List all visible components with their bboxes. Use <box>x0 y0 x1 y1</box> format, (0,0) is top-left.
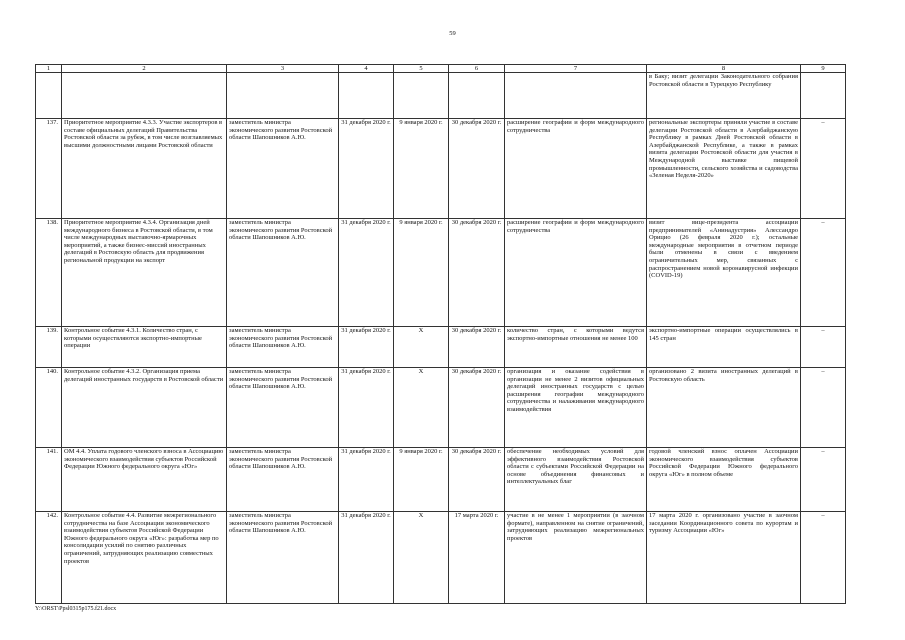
row-number: 137. <box>36 119 62 219</box>
event-name: Контрольное событие 4.3.2. Организация приема делегаций иностранных государств в Ростовской области <box>62 368 227 448</box>
end-date: 30 декабря 2020 г. <box>449 448 505 512</box>
carry-over-note <box>801 73 846 119</box>
end-date: 30 декабря 2020 г. <box>449 327 505 368</box>
expected-result: участие в не менее 1 мероприятии (в заочном формате), направленном на снятие ограничений, затрудняющих реализацию межрегиональных проектов <box>505 512 647 604</box>
table-row <box>36 368 846 448</box>
event-name: Приоритетное мероприятие 4.3.4. Организация дней международного бизнеса в Ростовской области, в том числе международных выставочно-ярмарочных мероприятий, а также бизнес-миссий иностранных делегаций в Ростовскую область для продвижения региональной продукции на экспорт <box>62 219 227 327</box>
column-header: 7 <box>505 65 647 73</box>
planned-date: 31 декабря 2020 г. <box>339 512 394 604</box>
column-header: 3 <box>227 65 339 73</box>
start-date: 9 января 2020 г. <box>394 219 449 327</box>
planned-date: 31 декабря 2020 г. <box>339 448 394 512</box>
table-row <box>36 512 846 604</box>
actual-result: организовано 2 визита иностранных делегаций в Ростовскую область <box>647 368 801 448</box>
row-number: 142. <box>36 512 62 604</box>
note: – <box>801 327 846 368</box>
end-date: 30 декабря 2020 г. <box>449 219 505 327</box>
end-date: 30 декабря 2020 г. <box>449 119 505 219</box>
event-name: Контрольное событие 4.3.1. Количество стран, с которыми осуществляются экспортно-импортные операции <box>62 327 227 368</box>
column-header: 4 <box>339 65 394 73</box>
expected-result: расширение географии и форм международного сотрудничества <box>505 219 647 327</box>
column-header: 1 <box>36 65 62 73</box>
row-number: 141. <box>36 448 62 512</box>
start-date: Х <box>394 512 449 604</box>
report-table <box>35 64 846 604</box>
page-number: 59 <box>449 30 456 37</box>
event-name: ОМ 4.4. Уплата годового членского взноса в Ассоциацию экономического взаимодействия субъектов Российской Федерации Южного федерального округа «Юг» <box>62 448 227 512</box>
column-header: 5 <box>394 65 449 73</box>
row-number: 138. <box>36 219 62 327</box>
planned-date: 31 декабря 2020 г. <box>339 219 394 327</box>
note: – <box>801 368 846 448</box>
responsible-person: заместитель министра экономического развития Ростовской области Шапошников А.Ю. <box>227 512 339 604</box>
responsible-person: заместитель министра экономического развития Ростовской области Шапошников А.Ю. <box>227 219 339 327</box>
start-date: Х <box>394 368 449 448</box>
column-number-row <box>36 65 846 73</box>
note: – <box>801 119 846 219</box>
responsible-person: заместитель министра экономического развития Ростовской области Шапошников А.Ю. <box>227 119 339 219</box>
end-date: 30 декабря 2020 г. <box>449 368 505 448</box>
column-header: 8 <box>647 65 801 73</box>
column-header: 9 <box>801 65 846 73</box>
row-number: 140. <box>36 368 62 448</box>
planned-date: 31 декабря 2020 г. <box>339 327 394 368</box>
carry-over-row <box>36 73 846 119</box>
actual-result: визит вице-президента ассоциации предпринимателей «Анинадустрия» Алессандро Орицио (26 февраля 2020 г.); остальные международные мероприятия в отчетном периоде были отменены в связи с введением ограничительных мер, связанных с распространением новой коронавирусной инфекции (COVID-19) <box>647 219 801 327</box>
row-number: 139. <box>36 327 62 368</box>
actual-result: годовой членский взнос оплачен Ассоциации экономического взаимодействия субъектов Российской Федерации Южного федерального округа «Юг» в полном объеме <box>647 448 801 512</box>
table-row <box>36 327 846 368</box>
start-date: Х <box>394 327 449 368</box>
responsible-person: заместитель министра экономического развития Ростовской области Шапошников А.Ю. <box>227 327 339 368</box>
end-date: 17 марта 2020 г. <box>449 512 505 604</box>
note: – <box>801 448 846 512</box>
actual-result: экспортно-импортные операции осуществлялись в 145 стран <box>647 327 801 368</box>
table-row <box>36 119 846 219</box>
expected-result: количество стран, с которыми ведутся экспортно-импортные отношения не менее 100 <box>505 327 647 368</box>
planned-date: 31 декабря 2020 г. <box>339 368 394 448</box>
footer-file-path: Y:\ORST\Ppsl0315p175.f21.docx <box>35 606 117 612</box>
carry-over-result: в Баку; визит делегации Законодательного собрания Ростовской области в Турецкую Республику <box>647 73 801 119</box>
responsible-person: заместитель министра экономического развития Ростовской области Шапошников А.Ю. <box>227 448 339 512</box>
note: – <box>801 219 846 327</box>
start-date: 9 января 2020 г. <box>394 448 449 512</box>
responsible-person: заместитель министра экономического развития Ростовской области Шапошников А.Ю. <box>227 368 339 448</box>
expected-result: организация и оказание содействия в организации не менее 2 визитов официальных делегаций иностранных государств с целью расширения географии международного сотрудничества и налаживания международного взаимодействия <box>505 368 647 448</box>
actual-result: 17 марта 2020 г. организовано участие в заочном заседании Координационного совета по курортам и туризму Ассоциации «Юг» <box>647 512 801 604</box>
start-date: 9 января 2020 г. <box>394 119 449 219</box>
expected-result: обеспечение необходимых условий для эффективного взаимодействия Ростовской области с субъектами Российской Федерации на основе объединения финансовых и интеллектуальных благ <box>505 448 647 512</box>
expected-result: расширение географии и форм международного сотрудничества <box>505 119 647 219</box>
event-name: Приоритетное мероприятие 4.3.3. Участие экспортеров в составе официальных делегаций Правительства Ростовской области за рубеж, в том числе возглавляемых высшими должностными лицами Ростовской области <box>62 119 227 219</box>
column-header: 6 <box>449 65 505 73</box>
table-row <box>36 219 846 327</box>
planned-date: 31 декабря 2020 г. <box>339 119 394 219</box>
column-header: 2 <box>62 65 227 73</box>
note: – <box>801 512 846 604</box>
table-row <box>36 448 846 512</box>
actual-result: региональные экспортеры приняли участие в составе делегации Ростовской области в Азербайджанскую Республику в рамках Дней Ростовской области в Азербайджанской Республике, а также в рамках визита делегации Ростовской области для участия в Международной выставке пищевой промышленности, сельского хозяйства и садоводства «Зеленая Неделя-2020» <box>647 119 801 219</box>
event-name: Контрольное событие 4.4. Развитие межрегионального сотрудничества на базе Ассоциации экономического взаимодействия субъектов Российской Федерации Южного федерального округа «Юг»: разработка мер по консолидации усилий по снятию различных ограничений, затрудняющих реализацию совместных проектов <box>62 512 227 604</box>
